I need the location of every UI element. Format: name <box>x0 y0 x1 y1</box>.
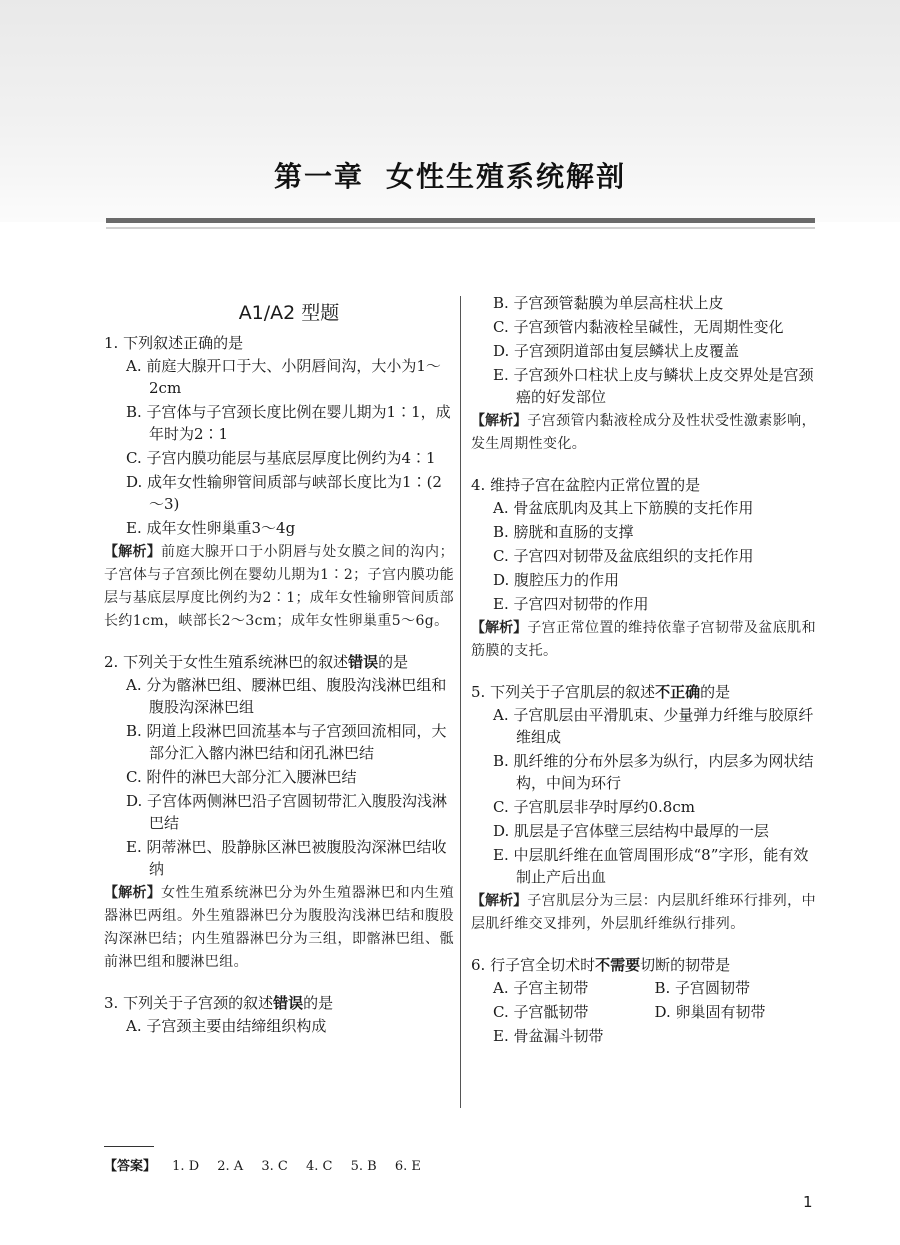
option-list <box>471 497 816 615</box>
option-e: E. 中层肌纤维在血管周围形成“8”字形，能有效制止产后出血 <box>493 846 809 886</box>
option-list <box>471 292 816 408</box>
chapter-name: 女性生殖系统解剖 <box>386 160 627 193</box>
answer-key <box>104 1155 435 1174</box>
section-title: A1/A2 型题 <box>238 302 340 324</box>
answer-key-rule <box>104 1146 154 1147</box>
question-6 <box>471 954 816 1049</box>
option-a: A. 分为髂淋巴组、腰淋巴组、腹股沟浅淋巴组和腹股沟深淋巴组 <box>126 676 447 716</box>
question-5 <box>471 681 816 936</box>
option-a: A. 子宫颈主要由结缔组织构成 <box>126 1017 327 1035</box>
option-b: B. 阴道上段淋巴回流基本与子宫颈回流相同，大部分汇入髂内淋巴结和闭孔淋巴结 <box>126 722 447 762</box>
option-a: A. 前庭大腺开口于大、小阴唇间沟，大小为1～2cm <box>126 357 441 397</box>
emphasis-word: 不需要 <box>595 956 641 974</box>
option-e: E. 阴蒂淋巴、股静脉区淋巴被腹股沟深淋巴结收纳 <box>126 838 447 878</box>
question-3 <box>104 992 454 1037</box>
option-b: B. 膀胱和直肠的支撑 <box>493 523 634 541</box>
answer-key-label: 【答案】 <box>104 1159 157 1174</box>
option-b: B. 子宫颈管黏膜为单层高柱状上皮 <box>493 294 724 312</box>
option-b: B. 子宫圆韧带 <box>654 979 751 997</box>
option-c: C. 子宫内膜功能层与基底层厚度比例约为4∶1 <box>126 449 436 467</box>
option-list <box>104 1015 454 1037</box>
option-c: C. 子宫骶韧带 <box>493 1003 589 1021</box>
question-4 <box>471 474 816 663</box>
left-column <box>104 300 454 1055</box>
header-rule <box>106 218 815 223</box>
option-e: E. 骨盆漏斗韧带 <box>493 1027 604 1045</box>
option-d: D. 肌层是子宫体壁三层结构中最厚的一层 <box>493 822 770 840</box>
option-d: D. 子宫颈阴道部由复层鳞状上皮覆盖 <box>493 342 740 360</box>
analysis <box>471 617 816 663</box>
answer-item: 4. C <box>305 1159 333 1174</box>
analysis-text: 前庭大腺开口于小阴唇与处女膜之间的沟内；子宫体与子宫颈比例在婴幼儿期为1∶2；子宫内膜功能层与基底层厚度比例约为2∶1；成年女性输卵管间质部长约1cm，峡部长2～3cm；成年女性卵巢重5～6g。 <box>104 544 455 629</box>
option-e: E. 成年女性卵巢重3～4g <box>126 519 296 537</box>
option-a: A. 子宫主韧带 <box>493 979 589 997</box>
option-e: E. 子宫颈外口柱状上皮与鳞状上皮交界处是宫颈癌的好发部位 <box>493 366 814 406</box>
analysis-text: 女性生殖系统淋巴分为外生殖器淋巴和内生殖器淋巴两组。外生殖器淋巴分为腹股沟浅淋巴结和腹股沟深淋巴结；内生殖器淋巴分为三组，即髂淋巴组、骶前淋巴组和腰淋巴组。 <box>104 885 455 970</box>
answer-item: 2. A <box>217 1159 244 1174</box>
option-d: D. 腹腔压力的作用 <box>493 571 620 589</box>
analysis <box>471 890 816 936</box>
question-stem: 1. 下列叙述正确的是 <box>104 334 244 352</box>
analysis-label: 【解析】 <box>471 893 528 909</box>
option-d: D. 成年女性输卵管间质部与峡部长度比为1∶(2～3) <box>126 473 442 513</box>
option-b: B. 子宫体与子宫颈长度比例在婴儿期为1∶1，成年时为2∶1 <box>126 403 451 443</box>
option-c: C. 附件的淋巴大部分汇入腰淋巴结 <box>126 768 357 786</box>
answer-item: 3. C <box>261 1159 288 1174</box>
question-stem: 4. 维持子宫在盆腔内正常位置的是 <box>471 476 701 494</box>
option-a: A. 骨盆底肌肉及其上下筋膜的支托作用 <box>493 499 754 517</box>
emphasis-word: 错误 <box>348 653 379 671</box>
option-list <box>471 704 816 888</box>
option-c: C. 子宫颈管内黏液栓呈碱性，无周期性变化 <box>493 318 784 336</box>
chapter-number: 第一章 <box>273 160 364 193</box>
analysis <box>104 882 454 974</box>
option-c: C. 子宫肌层非孕时厚约0.8cm <box>493 798 695 816</box>
analysis-label: 【解析】 <box>471 620 528 636</box>
header-rule-thin <box>106 227 815 229</box>
option-a: A. 子宫肌层由平滑肌束、少量弹力纤维与胶原纤维组成 <box>493 706 814 746</box>
emphasis-word: 错误 <box>273 994 304 1012</box>
answer-item: 6. E <box>394 1159 421 1174</box>
question-stem: 2. 下列关于女性生殖系统淋巴的叙述错误的是 <box>104 653 409 671</box>
option-d: D. 卵巢固有韧带 <box>654 1003 766 1021</box>
question-1 <box>104 332 454 633</box>
answer-item: 5. B <box>350 1159 377 1174</box>
analysis-label: 【解析】 <box>471 413 528 429</box>
question-3-continued <box>471 292 816 456</box>
option-list <box>471 977 816 1049</box>
option-e: E. 子宫四对韧带的作用 <box>493 595 649 613</box>
right-column <box>471 292 816 1067</box>
question-stem: 5. 下列关于子宫肌层的叙述不正确的是 <box>471 683 731 701</box>
column-divider <box>460 296 461 1108</box>
option-b: B. 肌纤维的分布外层多为纵行，内层多为网状结构，中间为环行 <box>493 752 814 792</box>
analysis-text: 子宫正常位置的维持依靠子宫韧带及盆底肌和筋膜的支托。 <box>471 620 817 659</box>
emphasis-word: 不正确 <box>655 683 701 701</box>
analysis-text: 子宫颈管内黏液栓成分及性状受性激素影响，发生周期性变化。 <box>471 413 817 452</box>
question-stem: 6. 行子宫全切术时不需要切断的韧带是 <box>471 956 731 974</box>
option-c: C. 子宫四对韧带及盆底组织的支托作用 <box>493 547 754 565</box>
question-2 <box>104 651 454 974</box>
question-stem: 3. 下列关于子宫颈的叙述错误的是 <box>104 994 334 1012</box>
answer-item: 1. D <box>172 1159 200 1174</box>
option-list <box>104 355 454 539</box>
analysis-text: 子宫肌层分为三层：内层肌纤维环行排列，中层肌纤维交叉排列，外层肌纤维纵行排列。 <box>471 893 817 932</box>
option-d: D. 子宫体两侧淋巴沿子宫圆韧带汇入腹股沟浅淋巴结 <box>126 792 448 832</box>
analysis <box>104 541 454 633</box>
analysis-label: 【解析】 <box>104 544 162 560</box>
option-list <box>104 674 454 880</box>
chapter-title <box>0 155 900 195</box>
page-number: 1 <box>803 1193 813 1211</box>
analysis-label: 【解析】 <box>104 885 162 901</box>
analysis <box>471 410 816 456</box>
